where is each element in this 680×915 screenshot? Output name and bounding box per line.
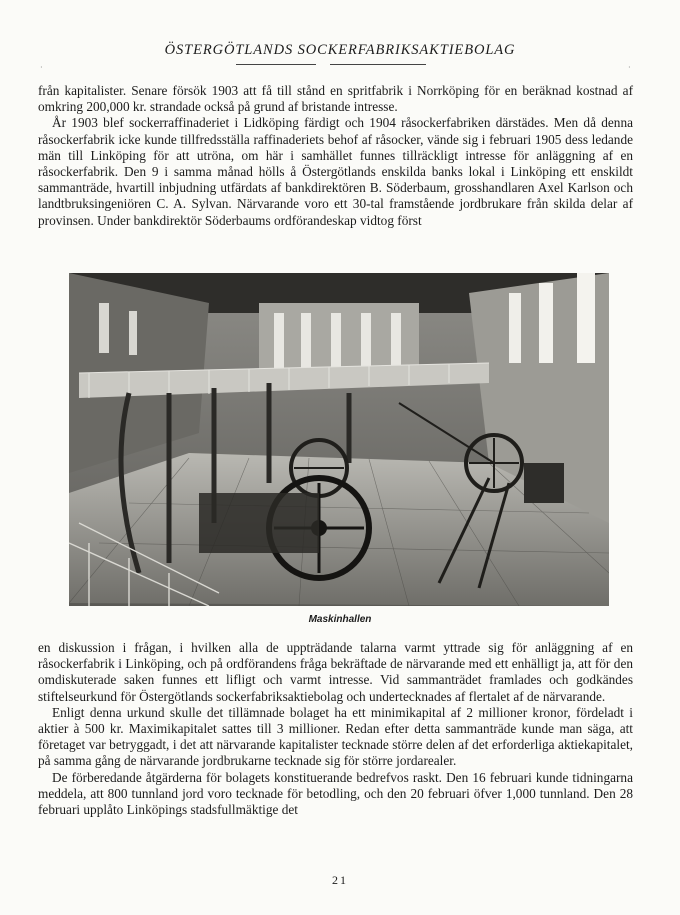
paragraph: från kapitalister. Senare försök 1903 att få till stånd en spritfabrik i Norrköping för en beräknad kostnad af omkring 200,000 kr. strandade också på grund af bristande intresse. — [38, 83, 633, 115]
header-rule-left — [236, 64, 316, 65]
text-block-bottom — [38, 640, 633, 818]
running-title: ÖSTERGÖTLANDS SOCKERFABRIKSAKTIEBOLAG — [164, 42, 516, 58]
paragraph: Enligt denna urkund skulle det tillämnade bolaget ha ett minimikapital af 2 millioner kronor, fördeladt i aktier à 500 kr. Maximikapitalet sattes till 3 millioner. Redan efter detta sammanträde kunde man säga, att företaget var betryggadt, i det att närvarande kapitalister tecknade större delen af det erforderliga aktiekapitalet, på samma gång de närvarande jordbrukarne tecknade sig för större jordarealer. — [38, 704, 633, 769]
print-speck-left: · — [40, 63, 43, 72]
machine-hall-photo — [69, 273, 609, 606]
print-speck-right: · — [628, 63, 631, 72]
figure-caption: Maskinhallen — [308, 614, 372, 625]
paragraph: År 1903 blef sockerraffinaderiet i Lidköping färdigt och 1904 råsockerfabriken därstädes. Men då denna råsockerfabrik icke kunde tillfredsställa raffinaderiets behof af råsocker, vände sig i februari 1905 dess ledande män till Linköping för att utröna, om här i samhället funnes tillräckligt intresse för anläggning af en råsockerfabrik. Den 9 i samma månad hölls å Östergötlands enskilda banks lokal i Linköping ett enskildt sammanträde, hvartill inbjudning utfärdats af bankdirektören B. Söderbaum, grosshandlaren Axel Karlson och landtbruksingeniören C. A. Sylvan. Närvarande voro ett 30-tal framstående jordbrukare från skilda delar af provinsen. Under bankdirektör Söderbaums ordförandeskap vidtog först — [38, 115, 633, 228]
header-rule-right — [330, 64, 426, 65]
paragraph: en diskussion i frågan, i hvilken alla de uppträdande talarna varmt yttrade sig för anläggning af en råsockerfabrik i Linköping, och på ordförandens fråga bekräftade de närvarande med ett enhälligt ja, att för den omdiskuterade saken funnes ett lifligt och varmt intresse. Vid sammanträdet framlades och godkändes stiftelseurkund för Östergötlands sockerfabriksaktiebolag och undertecknades af flertalet af de närvarande. — [38, 640, 633, 704]
paragraph: De förberedande åtgärderna för bolagets konstituerande bedrefvos raskt. Den 16 februari kunde tidningarna meddela, att 800 tunnland jord voro tecknade för betodling, och den 20 februari öfver 1,000 tunnland. Den 28 februari upplåto Linköpings stadsfullmäktige det — [38, 769, 633, 818]
page-number: 21 — [332, 873, 348, 887]
text-block-top — [38, 83, 633, 229]
